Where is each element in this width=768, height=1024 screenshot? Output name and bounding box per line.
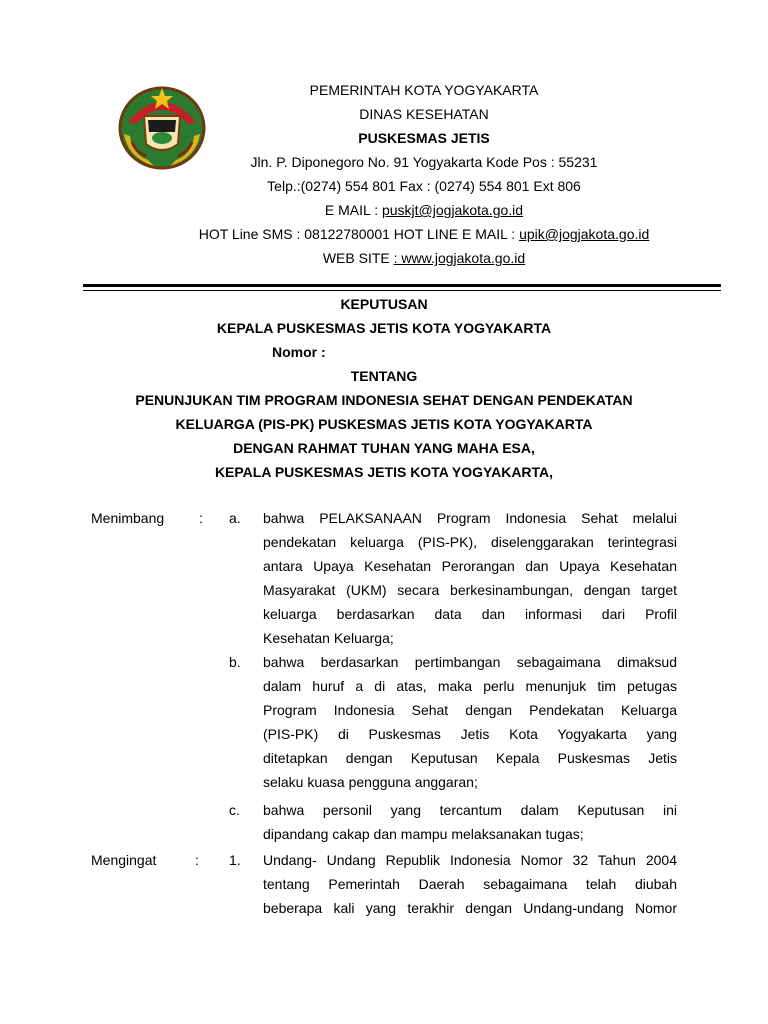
letterhead-website-line (80, 250, 768, 266)
text-line: (PIS-PK) di Puskesmas Jetis Kota Yogyakarta yang (263, 726, 677, 742)
considering-colon: : (199, 510, 203, 526)
email-link[interactable]: puskjt@jogjakota.go.id (381, 202, 524, 218)
text-line: selaku kuasa pengguna anggaran; (263, 774, 478, 790)
letterhead-government: PEMERINTAH KOTA YOGYAKARTA (309, 82, 539, 98)
considering-item-b-text (263, 650, 677, 794)
remembering-label: Mengingat (91, 852, 157, 868)
text-line: Masyarakat (UKM) secara berkesinambungan, dengan target (263, 582, 677, 598)
text-line: dalam huruf a di atas, maka perlu menunjuk tim petugas (263, 678, 677, 694)
text-line: keluarga berdasarkan data dan informasi dari Profil (263, 606, 677, 622)
considering-item-c-text (263, 798, 677, 846)
letterhead-divider-thick (83, 284, 721, 287)
letterhead-phone: Telp.:(0274) 554 801 Fax : (0274) 554 801 Ext 806 (267, 178, 581, 194)
website-label: WEB SITE (322, 250, 394, 266)
decree-blessing: DENGAN RAHMAT TUHAN YANG MAHA ESA, (233, 440, 535, 456)
text-line: tentang Pemerintah Daerah sebagaimana telah diubah (263, 876, 677, 892)
considering-item-a-marker: a. (229, 510, 241, 526)
considering-item-c-marker: c. (229, 802, 240, 818)
letterhead-institution: PUSKESMAS JETIS (358, 130, 490, 146)
letterhead-divider-thin (83, 290, 721, 291)
text-line: beberapa kali yang terakhir dengan Undang-undang Nomor (263, 900, 677, 916)
hotline-label: HOT Line SMS : 08122780001 HOT LINE E MAIL : (198, 226, 520, 242)
text-line: bahwa PELAKSANAAN Program Indonesia Sehat melalui (263, 510, 677, 526)
decree-issuer-closing: KEPALA PUSKESMAS JETIS KOTA YOGYAKARTA, (214, 464, 554, 480)
text-line: ditetapkan dengan Keputusan Kepala Puskesmas Jetis (263, 750, 677, 766)
text-line: pendekatan keluarga (PIS-PK), diselenggarakan terintegrasi (263, 534, 677, 550)
text-line: bahwa personil yang tercantum dalam Keputusan ini (263, 802, 677, 818)
remembering-item-1-text (263, 848, 677, 920)
remembering-colon: : (195, 852, 199, 868)
decree-heading: KEPUTUSAN (340, 296, 428, 312)
decree-about: TENTANG (350, 368, 418, 384)
decree-issuer: KEPALA PUSKESMAS JETIS KOTA YOGYAKARTA (216, 320, 552, 336)
text-line: Program Indonesia Sehat dengan Pendekatan Keluarga (263, 702, 677, 718)
letterhead-address: Jln. P. Diponegoro No. 91 Yogyakarta Kode Pos : 55231 (250, 154, 598, 170)
letterhead-email-line (80, 202, 768, 218)
text-line: Undang- Undang Republik Indonesia Nomor 32 Tahun 2004 (263, 852, 677, 868)
text-line: antara Upaya Kesehatan Perorangan dan Upaya Kesehatan (263, 558, 677, 574)
letterhead-department: DINAS KESEHATAN (359, 106, 489, 122)
text-line: Kesehatan Keluarga; (263, 630, 394, 646)
letterhead-hotline-line (80, 226, 768, 242)
decree-number-label: Nomor : (272, 344, 326, 360)
text-line: dipandang cakap dan mampu melaksanakan tugas; (263, 826, 584, 842)
remembering-item-1-marker: 1. (229, 852, 241, 868)
decree-subject-line-2: KELUARGA (PIS-PK) PUSKESMAS JETIS KOTA YOGYAKARTA (175, 416, 593, 432)
hotline-email-link[interactable]: upik@jogjakota.go.id (519, 226, 650, 242)
considering-item-b-marker: b. (229, 654, 241, 670)
decree-subject-line-1: PENUNJUKAN TIM PROGRAM INDONESIA SEHAT DENGAN PENDEKATAN (135, 392, 633, 408)
considering-label: Menimbang (91, 510, 165, 526)
website-link[interactable]: : www.jogjakota.go.id (393, 250, 526, 266)
email-label: E MAIL : (324, 202, 382, 218)
text-line: bahwa berdasarkan pertimbangan sebagaimana dimaksud (263, 654, 677, 670)
considering-item-a-text (263, 506, 677, 650)
